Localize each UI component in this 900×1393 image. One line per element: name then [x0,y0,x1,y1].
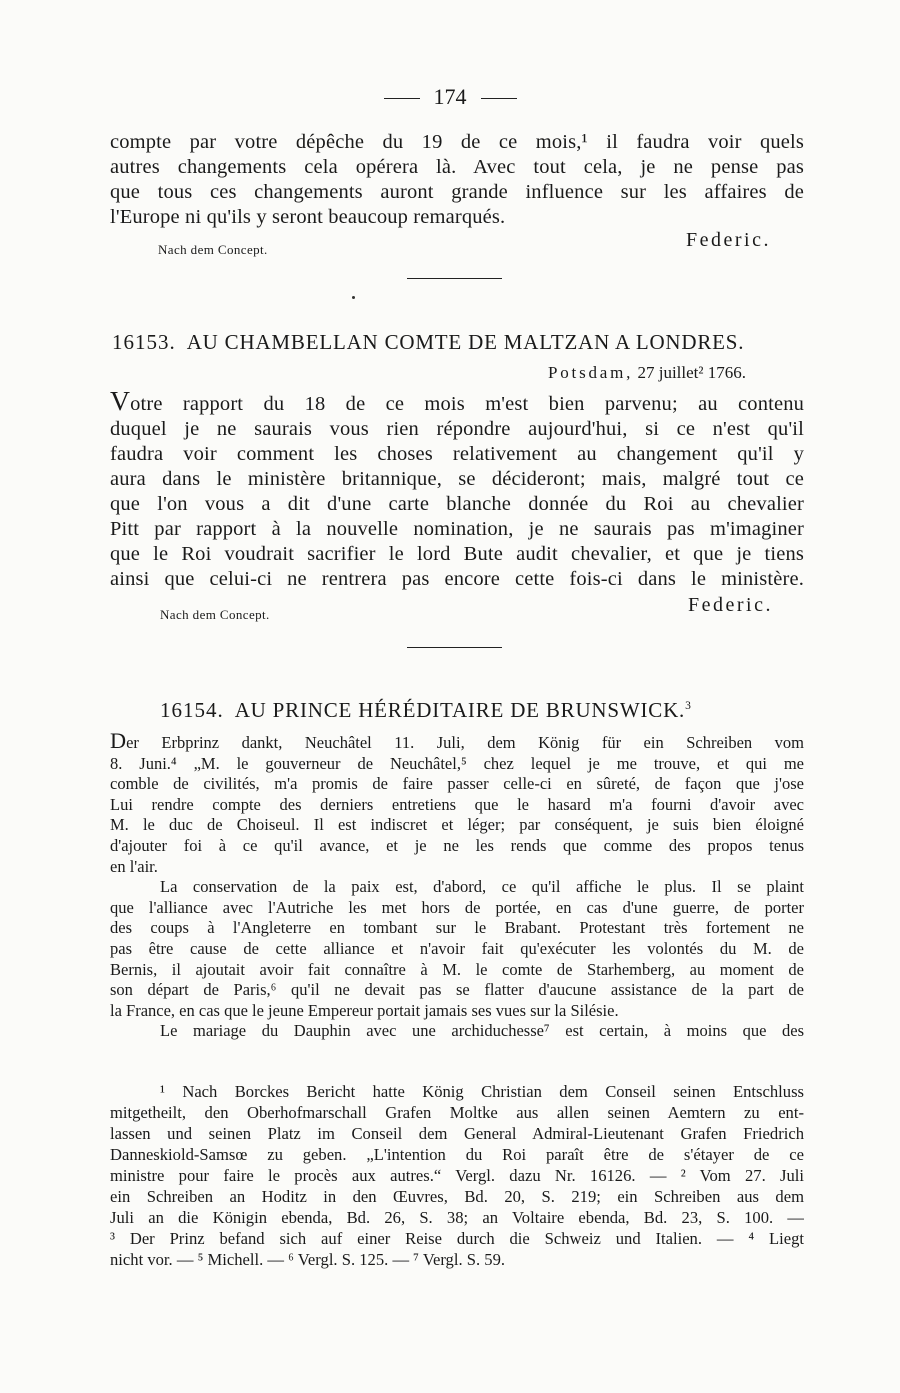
text-line: Bernis, il ajoutait avoir fait connaître à M. le comte de Starhemberg, au moment de [110,959,804,979]
text-line: autres changements cela opérera là. Avec tout cela, je ne pense pas [110,156,804,178]
text-line: faudra voir comment les choses relativement au changement qu'il y [110,443,804,465]
header-dash-left [384,98,420,99]
letter-heading [112,330,744,355]
text-line: comble de civilités, m'a promis de faire passer celle-ci en sûreté, de façon que j'ose [110,774,804,794]
text-line: en l'air. [110,856,158,876]
intro-paragraph [110,130,804,230]
text-line [110,392,804,417]
footnote-line: lassen und seinen Platz im Conseil dem General Admiral-Lieutenant Grafen Friedrich [110,1124,804,1143]
page-header [0,84,900,110]
text-line: son départ de Paris,⁶ qu'il ne devait pas se flatter d'aucune assistance de la part de [110,980,804,1000]
page-number: 174 [433,84,467,109]
letter-number: 16154. [160,698,224,722]
text-line: que l'on vous a dit d'une carte blanche donnée du Roi au chevalier [110,493,804,515]
text-line: aura dans le ministère britannique, se décideront; mais, malgré tout ce [110,468,804,490]
separator-rule [407,278,502,279]
header-dash-right [481,98,517,99]
text-line: M. le duc de Choiseul. Il est indiscret et léger; par conséquent, je suis bien éloigné [110,815,804,835]
text-line: duquel je ne saurais vous rien répondre aujourd'hui, si ce n'est qu'il [110,418,804,440]
text-line-content: otre rapport du 18 de ce mois m'est bien parvenu; au contenu [130,393,804,415]
letter-title: AU CHAMBELLAN COMTE DE MALTZAN A LONDRES. [186,330,745,354]
footnote-line: ein Schreiben an Hoditz in den Œuvres, Bd. 20, S. 219; ein Schreiben aus dem [110,1187,804,1206]
text-line: que le Roi voudrait sacrifier le lord Bute audit chevalier, et que je tiens [110,543,804,565]
letter-number: 16153. [112,330,176,354]
source-note: Nach dem Concept. [158,242,268,257]
dropcap: D [110,733,127,753]
dropcap: V [110,392,131,416]
footnote-line: ministre pour faire le procès aux autres.“ Vergl. dazu Nr. 16126. — ² Vom 27. Juli [110,1166,804,1185]
footnote-ref: 3 [685,699,692,712]
footnotes [110,1081,804,1270]
dateline [548,363,746,383]
footnote-line: Danneskiold-Samsœ zu geben. „L'intention du Roi paraît être de s'étayer de ce [110,1145,804,1164]
text-line: Pitt par rapport à la nouvelle nomination, je ne saurais pas m'imaginer [110,518,804,540]
letter-place: Potsdam, [548,363,634,382]
signature: Federic. [686,229,771,251]
letter-date: 27 juillet² 1766. [637,363,746,382]
ink-speck [352,296,355,299]
text-line: La conservation de la paix est, d'abord, ce qu'il affiche le plus. Il se plaint [160,877,804,897]
text-line: la France, en cas que le jeune Empereur portait jamais ses vues sur la Silésie. [110,1000,619,1020]
text-line: compte par votre dépêche du 19 de ce mois,¹ il faudra voir quels [110,131,804,153]
footnote-line: ¹ Nach Borckes Bericht hatte König Christian dem Conseil seinen Entschluss [160,1082,804,1101]
letter-title: AU PRINCE HÉRÉDITAIRE DE BRUNSWICK. [234,698,686,722]
letter-heading [160,698,692,723]
text-line: que tous ces changements auront grande influence sur les affaires de [110,181,804,203]
text-line: ainsi que celui-ci ne rentrera pas encore cette fois-ci dans le ministère. [110,568,804,590]
footnote-line: Juli an die Königin ebenda, Bd. 26, S. 38; an Voltaire ebenda, Bd. 23, S. 100. — [110,1208,804,1227]
letter-body [110,392,804,592]
text-line: que l'alliance avec l'Autriche les met hors de portée, en cas d'une guerre, de porter [110,897,804,917]
text-line: des coups à l'Angleterre en tombant sur le Brabant. Protestant très fortement ne [110,918,804,938]
separator-rule [407,647,502,648]
text-line: l'Europe ni qu'ils y seront beaucoup remarqués. [110,206,506,228]
footnote-line: nicht vor. — ⁵ Michell. — ⁶ Vergl. S. 125. — ⁷ Vergl. S. 59. [110,1250,506,1269]
text-line: d'ajouter foi à ce qu'il avance, et je ne les rends que comme des propos tenus [110,835,804,855]
footnote-line: ³ Der Prinz befand sich auf einer Reise durch die Schweiz und Italien. — ⁴ Liegt [110,1229,804,1248]
footnote-line: mitgetheilt, den Oberhofmarschall Grafen Moltke aus allen seinen Aemtern zu ent- [110,1103,804,1122]
signature: Federic. [688,594,773,616]
text-line: 8. Juni.⁴ „M. le gouverneur de Neuchâtel,⁵ chez lequel je me trouve, et qui me [110,753,804,773]
text-line: pas être cause de cette alliance et n'avoir fait qu'exécuter les volontés du M. de [110,938,804,958]
text-line: Le mariage du Dauphin avec une archiduchesse⁷ est certain, à moins que des [160,1021,804,1041]
letter-summary [110,733,804,1042]
text-line [110,733,804,754]
source-note: Nach dem Concept. [160,607,270,622]
text-line: Lui rendre compte des derniers entretiens que le hasard m'a fourni d'avoir avec [110,794,804,814]
text-line-content: er Erbprinz dankt, Neuchâtel 11. Juli, dem König für ein Schreiben vom [126,733,804,752]
